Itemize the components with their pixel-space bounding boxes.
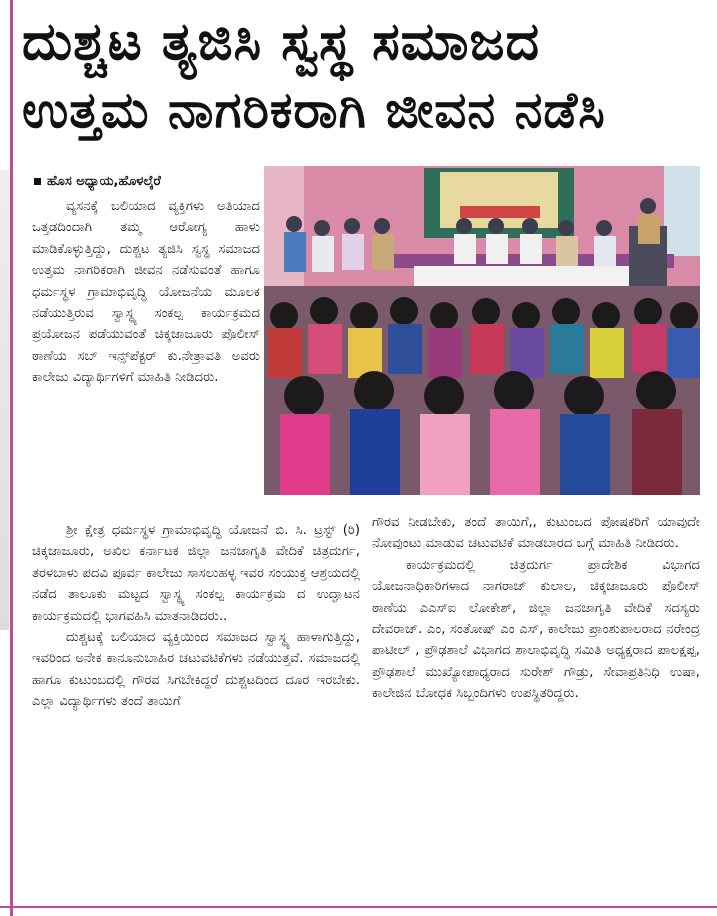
column-1-top [32, 196, 260, 389]
column-2 [372, 512, 700, 705]
byline [34, 174, 161, 189]
event-photo-illustration [264, 166, 700, 495]
byline-bullet-icon [34, 178, 41, 185]
adjacent-column-edge [0, 170, 9, 630]
byline-text: ಹೊಸ ಅಧ್ಯಾಯ,ಹೊಳಲ್ಕೆರೆ [47, 174, 161, 189]
event-photo [264, 166, 700, 495]
bottom-accent-rule [0, 906, 717, 908]
column-1-bottom [32, 520, 360, 713]
left-accent-rule [10, 0, 13, 916]
paragraph-3: ದುಶ್ಚಟಕ್ಕೆ ಬಲಿಯಾದ ವ್ಯಕ್ತಿಯಿಂದ ಸಮಾಜದ ಸ್ವಾಸ್ಥ್ಯ ಹಾಳಾಗುತ್ತಿದ್ದು, ಇವರಿಂದ ಅನೇಕ ಕಾನೂನುಬಾಹಿರ ಚಟುವಟಿಕೆಗಳು ನಡೆಯುತ್ತವೆ. ಸಮಾಜದಲ್ಲಿ ಹಾಗೂ ಕುಟುಂಬದಲ್ಲಿ ಗೌರವ ಸಿಗಬೇಕಿದ್ದರೆ ದುಶ್ಚಟದಿಂದ ದೂರ ಇರಬೇಕು. ಎಲ್ಲಾ ವಿದ್ಯಾರ್ಥಿಗಳು ತಂದೆ ತಾಯಿಗೆ [32, 630, 360, 710]
paragraph-4: ಗೌರವ ನೀಡಬೇಕು, ತಂದೆ ತಾಯಿಗೆ,, ಕುಟುಂಬದ ಪೋಷಕರಿಗೆ ಯಾವುದೇ ನೋವುಂಟು ಮಾಡುವ ಚಟುವಟಿಕೆ ಮಾಡಬಾರದ ಬಗ್ಗೆ ಮಾಹಿತಿ ನೀಡಿದರು. [372, 515, 700, 552]
headline-line-2: ಉತ್ತಮ ನಾಗರಿಕರಾಗಿ ಜೀವನ ನಡೆಸಿ [22, 81, 606, 139]
paragraph-2: ಶ್ರೀ ಕ್ಷೇತ್ರ ಧರ್ಮಸ್ಥಳ ಗ್ರಾಮಾಭಿವೃದ್ಧಿ ಯೋಜನೆ ಬಿ. ಸಿ. ಟ್ರಸ್ಟ್ (ರಿ) ಚಿಕ್ಕಜಾಜೂರು, ಅಖಿಲ ಕರ್ನಾಟಕ ಜಿಲ್ಲಾ ಜನಜಾಗೃತಿ ವೇದಿಕೆ ಚಿತ್ರದುರ್ಗ, ತರಳಬಾಳು ಪದವಿ ಪೂರ್ವ ಕಾಲೇಜು ಸಾಸಲುಹಳ್ಳ ಇವರ ಸಂಯುಕ್ತ ಆಶ್ರಯದಲ್ಲಿ ನಡೆದ ತಾಲೂಕು ಮಟ್ಟದ ಸ್ವಾಸ್ಥ್ಯ ಸಂಕಲ್ಪ ಕಾರ್ಯಕ್ರಮ ದ ಉದ್ಘಾಟನ ಕಾರ್ಯಕ್ರಮದಲ್ಲಿ ಭಾಗವಹಿಸಿ ಮಾತನಾಡಿದರು.. [32, 523, 360, 624]
paragraph-5: ಕಾರ್ಯಕ್ರಮದಲ್ಲಿ ಚಿತ್ರದುರ್ಗ ಪ್ರಾದೇಶಿಕ ವಿಭಾಗದ ಯೋಜನಾಧಿಕಾರಿಗಳಾದ ನಾಗರಾಜ್ ಕುಲಾಲ, ಚಿಕ್ಕಜಾಜೂರು ಪೊಲೀಸ್ ಠಾಣೆಯ ಎಎಸ್ಐ ಲೋಕೇಶ್, ಜಿಲ್ಲಾ ಜನಜಾಗೃತಿ ವೇದಿಕೆ ಸದಸ್ಯರು ದೇವರಾಜ್. ಎಂ, ಸಂತೋಷ್ ಎಂ ಎಸ್, ಕಾಲೇಜು ಪ್ರಾಂಶುಪಾಲರಾದ ನರೇಂದ್ರ ಪಾಟೀಲ್ , ಪ್ರೌಢಶಾಲೆ ವಿಭಾಗದ ಶಾಲಾಭಿವೃದ್ಧಿ ಸಮಿತಿ ಅಧ್ಯಕ್ಷರಾದ ಪಾಲಕ್ಷಪ್ಪ, ಪ್ರೌಢಶಾಲೆ ಮುಖ್ಯೋಪಾಧ್ಯರಾದ ಸುರೇಶ್ ಗೌಡ್ರು, ಸೇವಾಪ್ರತಿನಿಧಿ ಉಷಾ, ಕಾಲೇಜಿನ ಬೋಧಕ ಸಿಬ್ಬಂದಿಗಳು ಉಪಸ್ಥಿತರಿದ್ದರು. [372, 557, 700, 702]
headline-line-1: ದುಶ್ಚಟ ತ್ಯಜಿಸಿ ಸ್ವಸ್ಥ ಸಮಾಜದ [22, 12, 541, 72]
paragraph-1: ವ್ಯಸನಕ್ಕೆ ಬಲಿಯಾದ ವ್ಯಕ್ತಿಗಳು ಅತಿಯಾದ ಒತ್ತಡದಿಂದಾಗಿ ತಮ್ಮ ಆರೋಗ್ಯ ಹಾಳು ಮಾಡಿಕೊಳ್ಳುತ್ತಿದ್ದು, ದುಶ್ಚಟ ತ್ಯಜಿಸಿ ಸ್ವಸ್ಥ ಸಮಾಜದ ಉತ್ತಮ ನಾಗರಿಕರಾಗಿ ಜೀವನ ನಡೆಸುವಂತೆ ಹಾಗೂ ಧರ್ಮಸ್ಥಳ ಗ್ರಾಮಾಭಿವೃದ್ಧಿ ಯೋಜನೆಯ ಮೂಲಕ ನಡೆಯುತ್ತಿರುವ ಸ್ವಾಸ್ಥ್ಯ ಸಂಕಲ್ಪ ಕಾರ್ಯಕ್ರಮದ ಪ್ರಯೋಜನ ಪಡೆಯುವಂತೆ ಚಿಕ್ಕಜಾಜೂರು ಪೊಲೀಸ್ ಠಾಣೆಯ ಸಬ್ ಇನ್ಸ್‌ಪೆಕ್ಟರ್ ಕು.ನೇತ್ರಾವತಿ ಅವರು ಕಾಲೇಜು ವಿದ್ಯಾರ್ಥಿಗಳಿಗೆ ಮಾಹಿತಿ ನೀಡಿದರು. [32, 199, 260, 386]
article-headline [22, 8, 702, 144]
